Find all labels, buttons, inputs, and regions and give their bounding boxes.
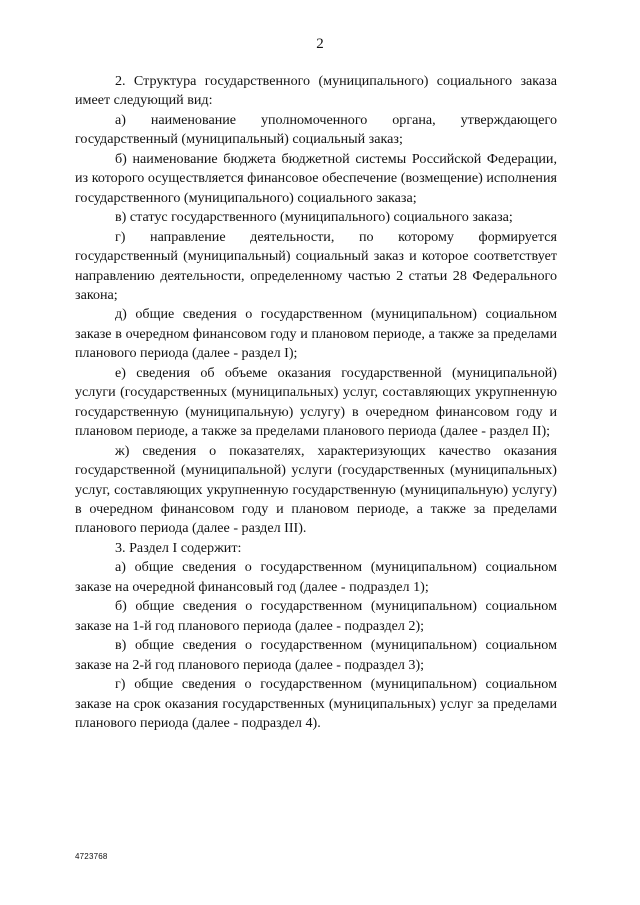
paragraph-3b: б) общие сведения о государственном (муниципальном) социальном заказе на 1-й год планового периода (далее - подраздел 2); — [75, 598, 557, 634]
paragraph-2a: а) наименование уполномоченного органа, утверждающего государственный (муниципальный) социальный заказ; — [75, 111, 557, 148]
paragraph-2e: е) сведения об объеме оказания государственной (муниципальной) услуги (государственных (муниципальных) услуг, составляющих укрупненную государственную (муниципальную) услугу) в очередном финансовом году и плановом периоде, а также за пределами планового периода (далее - раздел II); — [75, 364, 557, 440]
page-number: 2 — [316, 36, 324, 52]
paragraph-2v: в) статус государственного (муниципального) социального заказа; — [115, 209, 513, 226]
paragraph-2zh: ж) сведения о показателях, характеризующих качество оказания государственной (муниципальной) услуги (государственных (муниципальных) услуг, составляющих укрупненную государственную (муниципальную) услугу) в очередном финансовом году и плановом периоде, а также за пределами планового периода (далее - раздел III). — [75, 442, 557, 537]
paragraph-3a: а) общие сведения о государственном (муниципальном) социальном заказе на очередной финансовый год (далее - подраздел 1); — [75, 559, 557, 595]
paragraph-2-structure: 2. Структура государственного (муниципального) социального заказа имеет следующий вид: — [75, 73, 557, 109]
paragraph-3v: в) общие сведения о государственном (муниципальном) социальном заказе на 2-й год планового периода (далее - подраздел 3); — [75, 637, 557, 673]
paragraph-2b: б) наименование бюджета бюджетной системы Российской Федерации, из которого осуществляется финансовое обеспечение (возмещение) исполнения государственного (муниципального) социального заказа; — [75, 150, 557, 206]
document-id: 4723768 — [75, 852, 108, 861]
paragraph-3g: г) общие сведения о государственном (муниципальном) социальном заказе на срок оказания государственных (муниципальных) услуг за пределами планового периода (далее - подраздел 4). — [75, 676, 557, 731]
document-body — [75, 72, 557, 733]
paragraph-2g: г) направление деятельности, по которому формируется государственный (муниципальный) социальный заказ и которое соответствует направлению деятельности, определенному частью 2 статьи 28 Федерального закона; — [75, 228, 557, 303]
paragraph-3-section-i: 3. Раздел I содержит: — [115, 539, 242, 556]
paragraph-2d: д) общие сведения о государственном (муниципальном) социальном заказе в очередном финансовом году и плановом периоде, а также за пределами планового периода (далее - раздел I); — [75, 306, 557, 362]
